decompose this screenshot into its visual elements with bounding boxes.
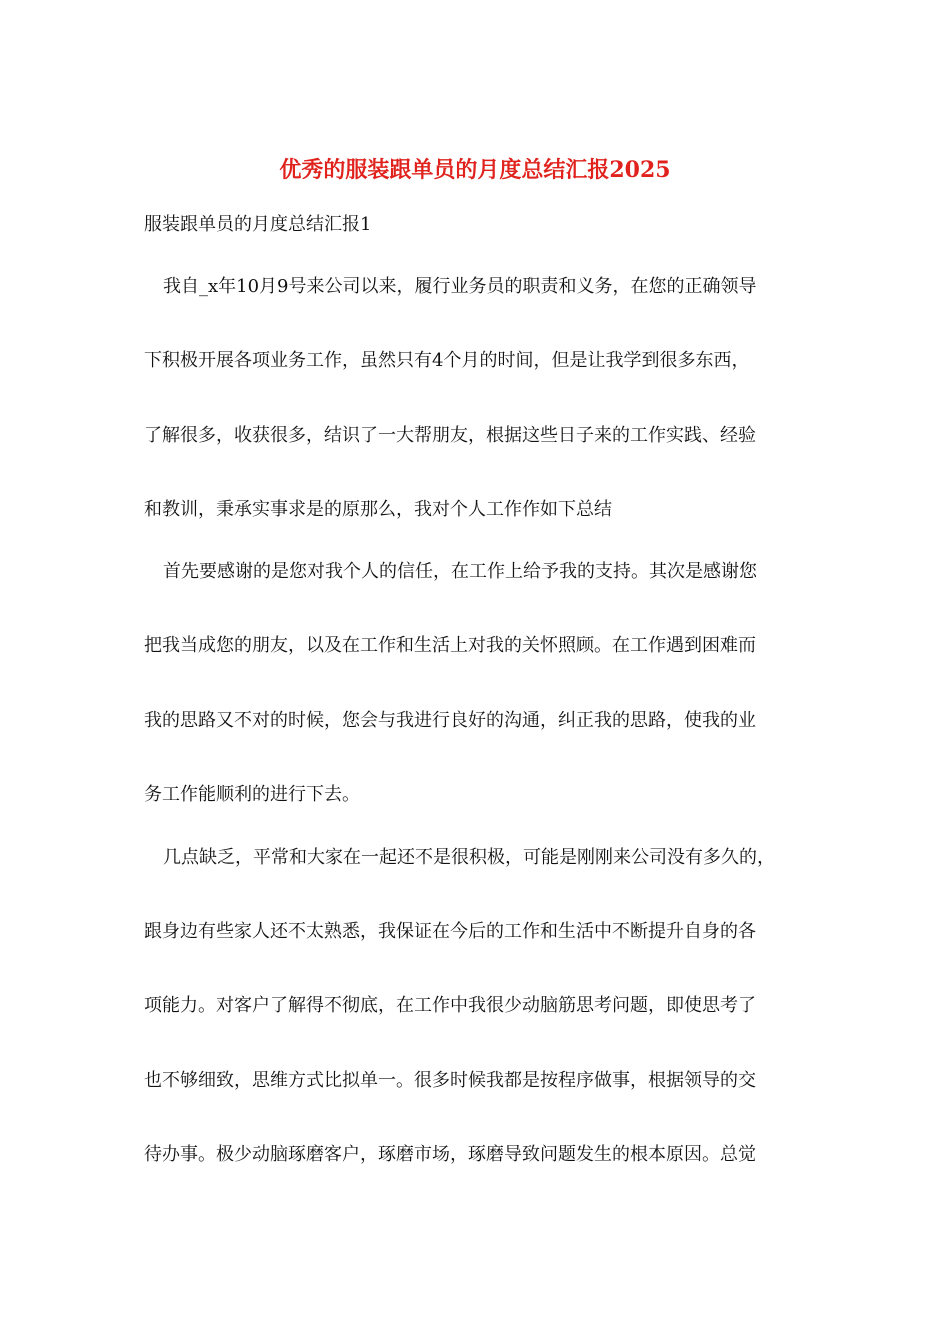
paragraph-2-line-2: 把我当成您的朋友，以及在工作和生活上对我的关怀照顾。在工作遇到困难而 xyxy=(144,635,756,656)
paragraph-2-line-1: 首先要感谢的是您对我个人的信任，在工作上给予我的支持。其次是感谢您 xyxy=(163,561,757,582)
paragraph-3-line-5: 待办事。极少动脑琢磨客户，琢磨市场，琢磨导致问题发生的根本原因。总觉 xyxy=(144,1144,756,1165)
paragraph-2-line-3: 我的思路又不对的时候，您会与我进行良好的沟通，纠正我的思路，使我的业 xyxy=(144,710,756,731)
paragraph-2-line-4: 务工作能顺利的进行下去。 xyxy=(144,784,360,805)
paragraph-3-line-3: 项能力。对客户了解得不彻底，在工作中我很少动脑筋思考问题，即使思考了 xyxy=(144,995,756,1016)
paragraph-3-line-2: 跟身边有些家人还不太熟悉，我保证在今后的工作和生活中不断提升自身的各 xyxy=(144,921,756,942)
document-subtitle: 服装跟单员的月度总结汇报1 xyxy=(144,214,372,235)
paragraph-3-line-4: 也不够细致，思维方式比拟单一。很多时候我都是按程序做事，根据领导的交 xyxy=(144,1070,756,1091)
paragraph-1-line-4: 和教训，秉承实事求是的原那么，我对个人工作作如下总结 xyxy=(144,499,612,520)
paragraph-1-line-1: 我自_x年10月9号来公司以来，履行业务员的职责和义务，在您的正确领导 xyxy=(163,276,757,297)
paragraph-1-line-3: 了解很多，收获很多，结识了一大帮朋友，根据这些日子来的工作实践、经验 xyxy=(144,425,756,446)
document-title: 优秀的服装跟单员的月度总结汇报2025 xyxy=(279,157,671,183)
paragraph-1-line-2: 下积极开展各项业务工作，虽然只有4个月的时间，但是让我学到很多东西， xyxy=(144,350,750,371)
paragraph-3-line-1: 几点缺乏，平常和大家在一起还不是很积极，可能是刚刚来公司没有多久的， xyxy=(163,847,775,868)
